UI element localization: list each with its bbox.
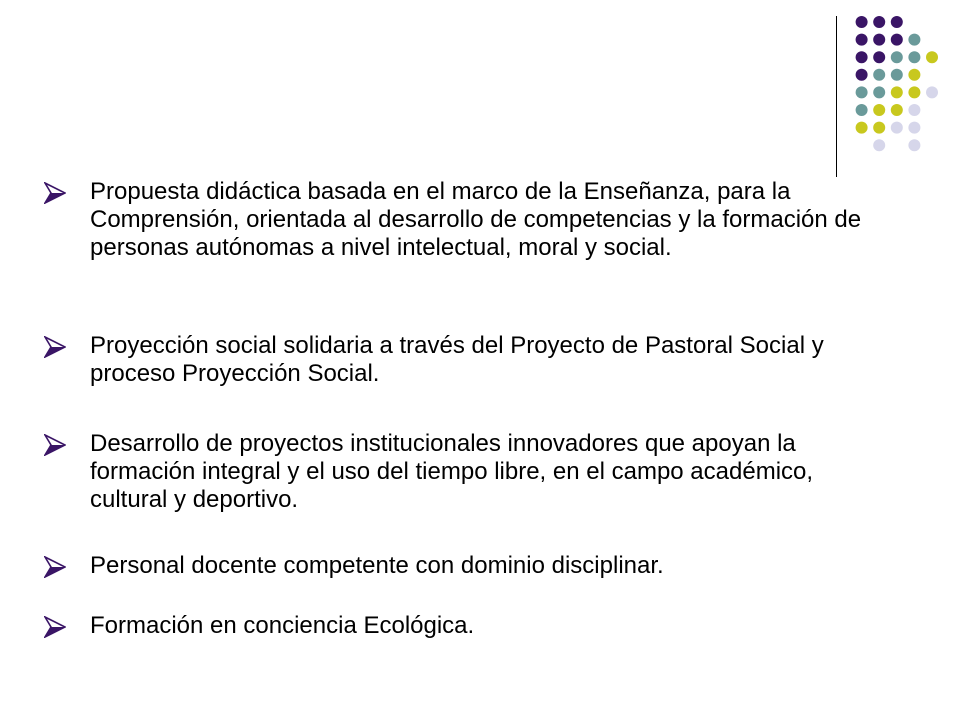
arrowhead-icon bbox=[40, 332, 90, 362]
bullet-text: Formación en conciencia Ecológica. bbox=[90, 612, 475, 639]
decorative-dot bbox=[908, 122, 920, 134]
bullet-text: Desarrollo de proyectos institucionales innovadores que apoyan la formación integral y el uso del tiempo libre, en el campo académico, cultural y deportivo. bbox=[90, 430, 814, 513]
decorative-dot bbox=[873, 34, 885, 46]
decorative-dot bbox=[891, 122, 903, 134]
arrowhead-icon bbox=[40, 552, 90, 582]
decorative-dot bbox=[873, 104, 885, 116]
bullet-text: Proyección social solidaria a través del Proyecto de Pastoral Social y proceso Proyección Social. bbox=[90, 332, 824, 387]
bullet-item bbox=[40, 430, 900, 514]
decorative-dot-grid bbox=[0, 0, 960, 180]
decorative-dot bbox=[891, 104, 903, 116]
decorative-dot bbox=[856, 104, 868, 116]
decorative-dot bbox=[856, 86, 868, 98]
decorative-dot bbox=[908, 139, 920, 151]
decorative-dot bbox=[908, 104, 920, 116]
bullet-text: Propuesta didáctica basada en el marco de la Enseñanza, para la Comprensión, orientada al desarrollo de competencias y la formación de personas autónomas a nivel intelectual, moral y social. bbox=[90, 178, 862, 261]
decorative-dot bbox=[873, 122, 885, 134]
decorative-dot bbox=[891, 69, 903, 81]
decorative-dot bbox=[891, 34, 903, 46]
bullet-text: Personal docente competente con dominio disciplinar. bbox=[90, 552, 664, 579]
bullet-item bbox=[40, 552, 900, 582]
decorative-dot bbox=[873, 51, 885, 63]
decorative-dot bbox=[908, 51, 920, 63]
decorative-dot bbox=[873, 69, 885, 81]
bullet-item bbox=[40, 178, 900, 262]
arrowhead-icon bbox=[40, 612, 90, 642]
decorative-dot bbox=[856, 51, 868, 63]
decorative-dot bbox=[908, 86, 920, 98]
bullet-item bbox=[40, 332, 900, 388]
decorative-dot bbox=[856, 69, 868, 81]
vertical-divider bbox=[836, 16, 837, 177]
decorative-dot bbox=[926, 86, 938, 98]
arrowhead-icon bbox=[40, 178, 90, 208]
decorative-dot bbox=[856, 122, 868, 134]
decorative-dot bbox=[908, 69, 920, 81]
bullet-item bbox=[40, 612, 900, 642]
decorative-dot bbox=[873, 139, 885, 151]
arrowhead-icon bbox=[40, 430, 90, 460]
decorative-dot bbox=[891, 16, 903, 28]
decorative-dot bbox=[926, 51, 938, 63]
decorative-dot bbox=[873, 86, 885, 98]
decorative-dot bbox=[891, 51, 903, 63]
decorative-dot bbox=[891, 86, 903, 98]
decorative-dot bbox=[856, 16, 868, 28]
decorative-dot bbox=[873, 16, 885, 28]
decorative-dot bbox=[908, 34, 920, 46]
decorative-dot bbox=[856, 34, 868, 46]
